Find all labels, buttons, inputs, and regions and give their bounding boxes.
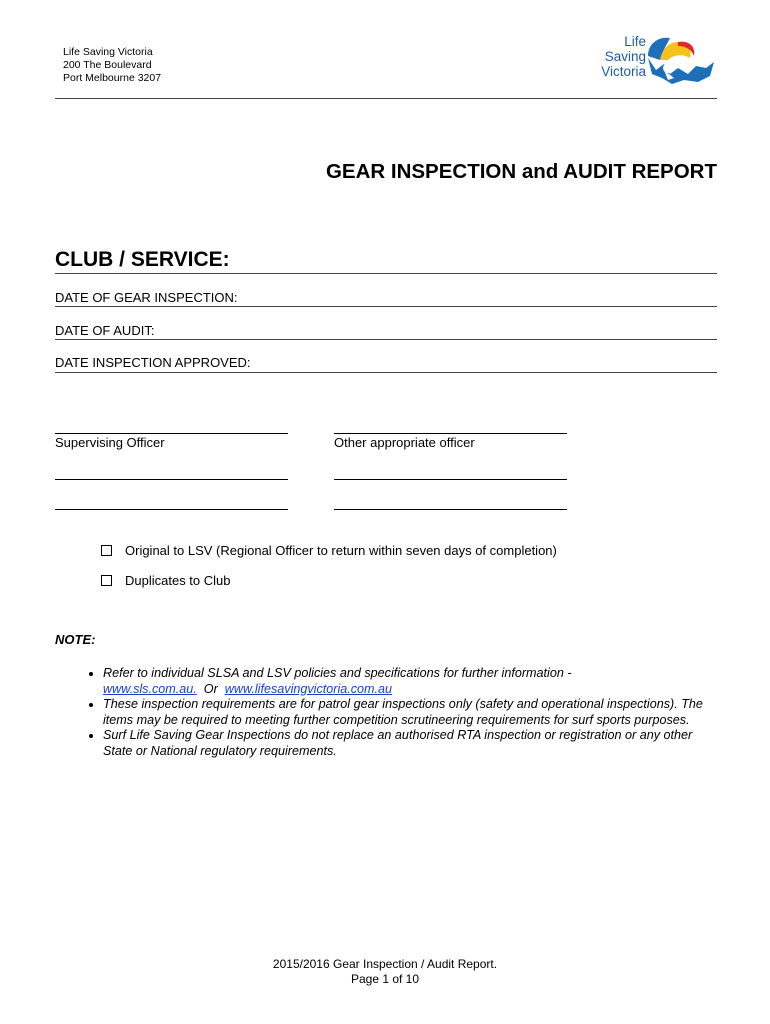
signature-line[interactable]	[334, 479, 567, 480]
sls-link[interactable]: www.sls.com.au.	[103, 681, 197, 696]
page-number: Page 1 of 10	[350, 972, 420, 986]
checkbox-duplicates-to-club[interactable]	[101, 573, 231, 588]
note-text: Refer to individual SLSA and LSV policies and specifications for further information -	[103, 666, 572, 680]
note-item: • Surf Life Saving Gear Inspections do not replace an authorised RTA inspection or registration or any other State or National regulatory requirements.	[103, 728, 720, 759]
audit-date-label: DATE OF AUDIT:	[55, 323, 155, 338]
supervising-officer-label: Supervising Officer	[55, 435, 165, 450]
checkbox-square[interactable]	[101, 575, 112, 586]
checkbox-square[interactable]	[101, 545, 112, 556]
gear-inspection-date-field[interactable]	[55, 306, 717, 307]
note-item	[103, 666, 720, 697]
page-footer	[0, 957, 770, 987]
lsv-emblem-icon	[644, 34, 716, 88]
note-item: • These inspection requirements are for patrol gear inspections only (safety and operational inspections). The items may be required to meeting further competition scrutineering requirements for surf sports purposes.	[103, 697, 720, 728]
gear-inspection-date-label: DATE OF GEAR INSPECTION:	[55, 290, 238, 305]
logo-line: Life	[624, 34, 646, 49]
note-or: Or	[203, 681, 218, 696]
signature-line[interactable]	[334, 509, 567, 510]
address-line: 200 The Boulevard	[63, 59, 152, 71]
address-line: Port Melbourne 3207	[63, 72, 162, 84]
other-officer-signature-line[interactable]	[334, 433, 567, 434]
page-title: GEAR INSPECTION and AUDIT REPORT	[325, 160, 717, 183]
club-service-field[interactable]	[55, 273, 717, 274]
supervising-officer-signature-line[interactable]	[55, 433, 288, 434]
checkbox-label: Original to LSV (Regional Officer to return within seven days of completion)	[125, 543, 557, 558]
logo-line: Saving	[604, 49, 646, 64]
note-heading: NOTE:	[55, 632, 96, 647]
signature-line[interactable]	[55, 509, 288, 510]
approval-date-label: DATE INSPECTION APPROVED:	[55, 355, 251, 370]
header-divider	[55, 98, 717, 99]
sender-address	[63, 46, 161, 85]
checkbox-label: Duplicates to Club	[125, 573, 231, 588]
signature-line[interactable]	[55, 479, 288, 480]
lsv-link[interactable]: www.lifesavingvictoria.com.au	[224, 681, 393, 696]
approval-date-field[interactable]	[55, 372, 717, 373]
checkbox-original-to-lsv[interactable]	[101, 543, 557, 558]
note-list	[70, 666, 720, 760]
logo-wordmark	[601, 34, 646, 79]
club-service-label: CLUB / SERVICE:	[55, 248, 230, 271]
other-officer-label: Other appropriate officer	[334, 435, 475, 450]
audit-date-field[interactable]	[55, 339, 717, 340]
lsv-logo	[588, 30, 720, 90]
footer-title: 2015/2016 Gear Inspection / Audit Report.	[272, 957, 498, 971]
logo-line: Victoria	[601, 64, 646, 79]
address-line: Life Saving Victoria	[63, 46, 153, 58]
